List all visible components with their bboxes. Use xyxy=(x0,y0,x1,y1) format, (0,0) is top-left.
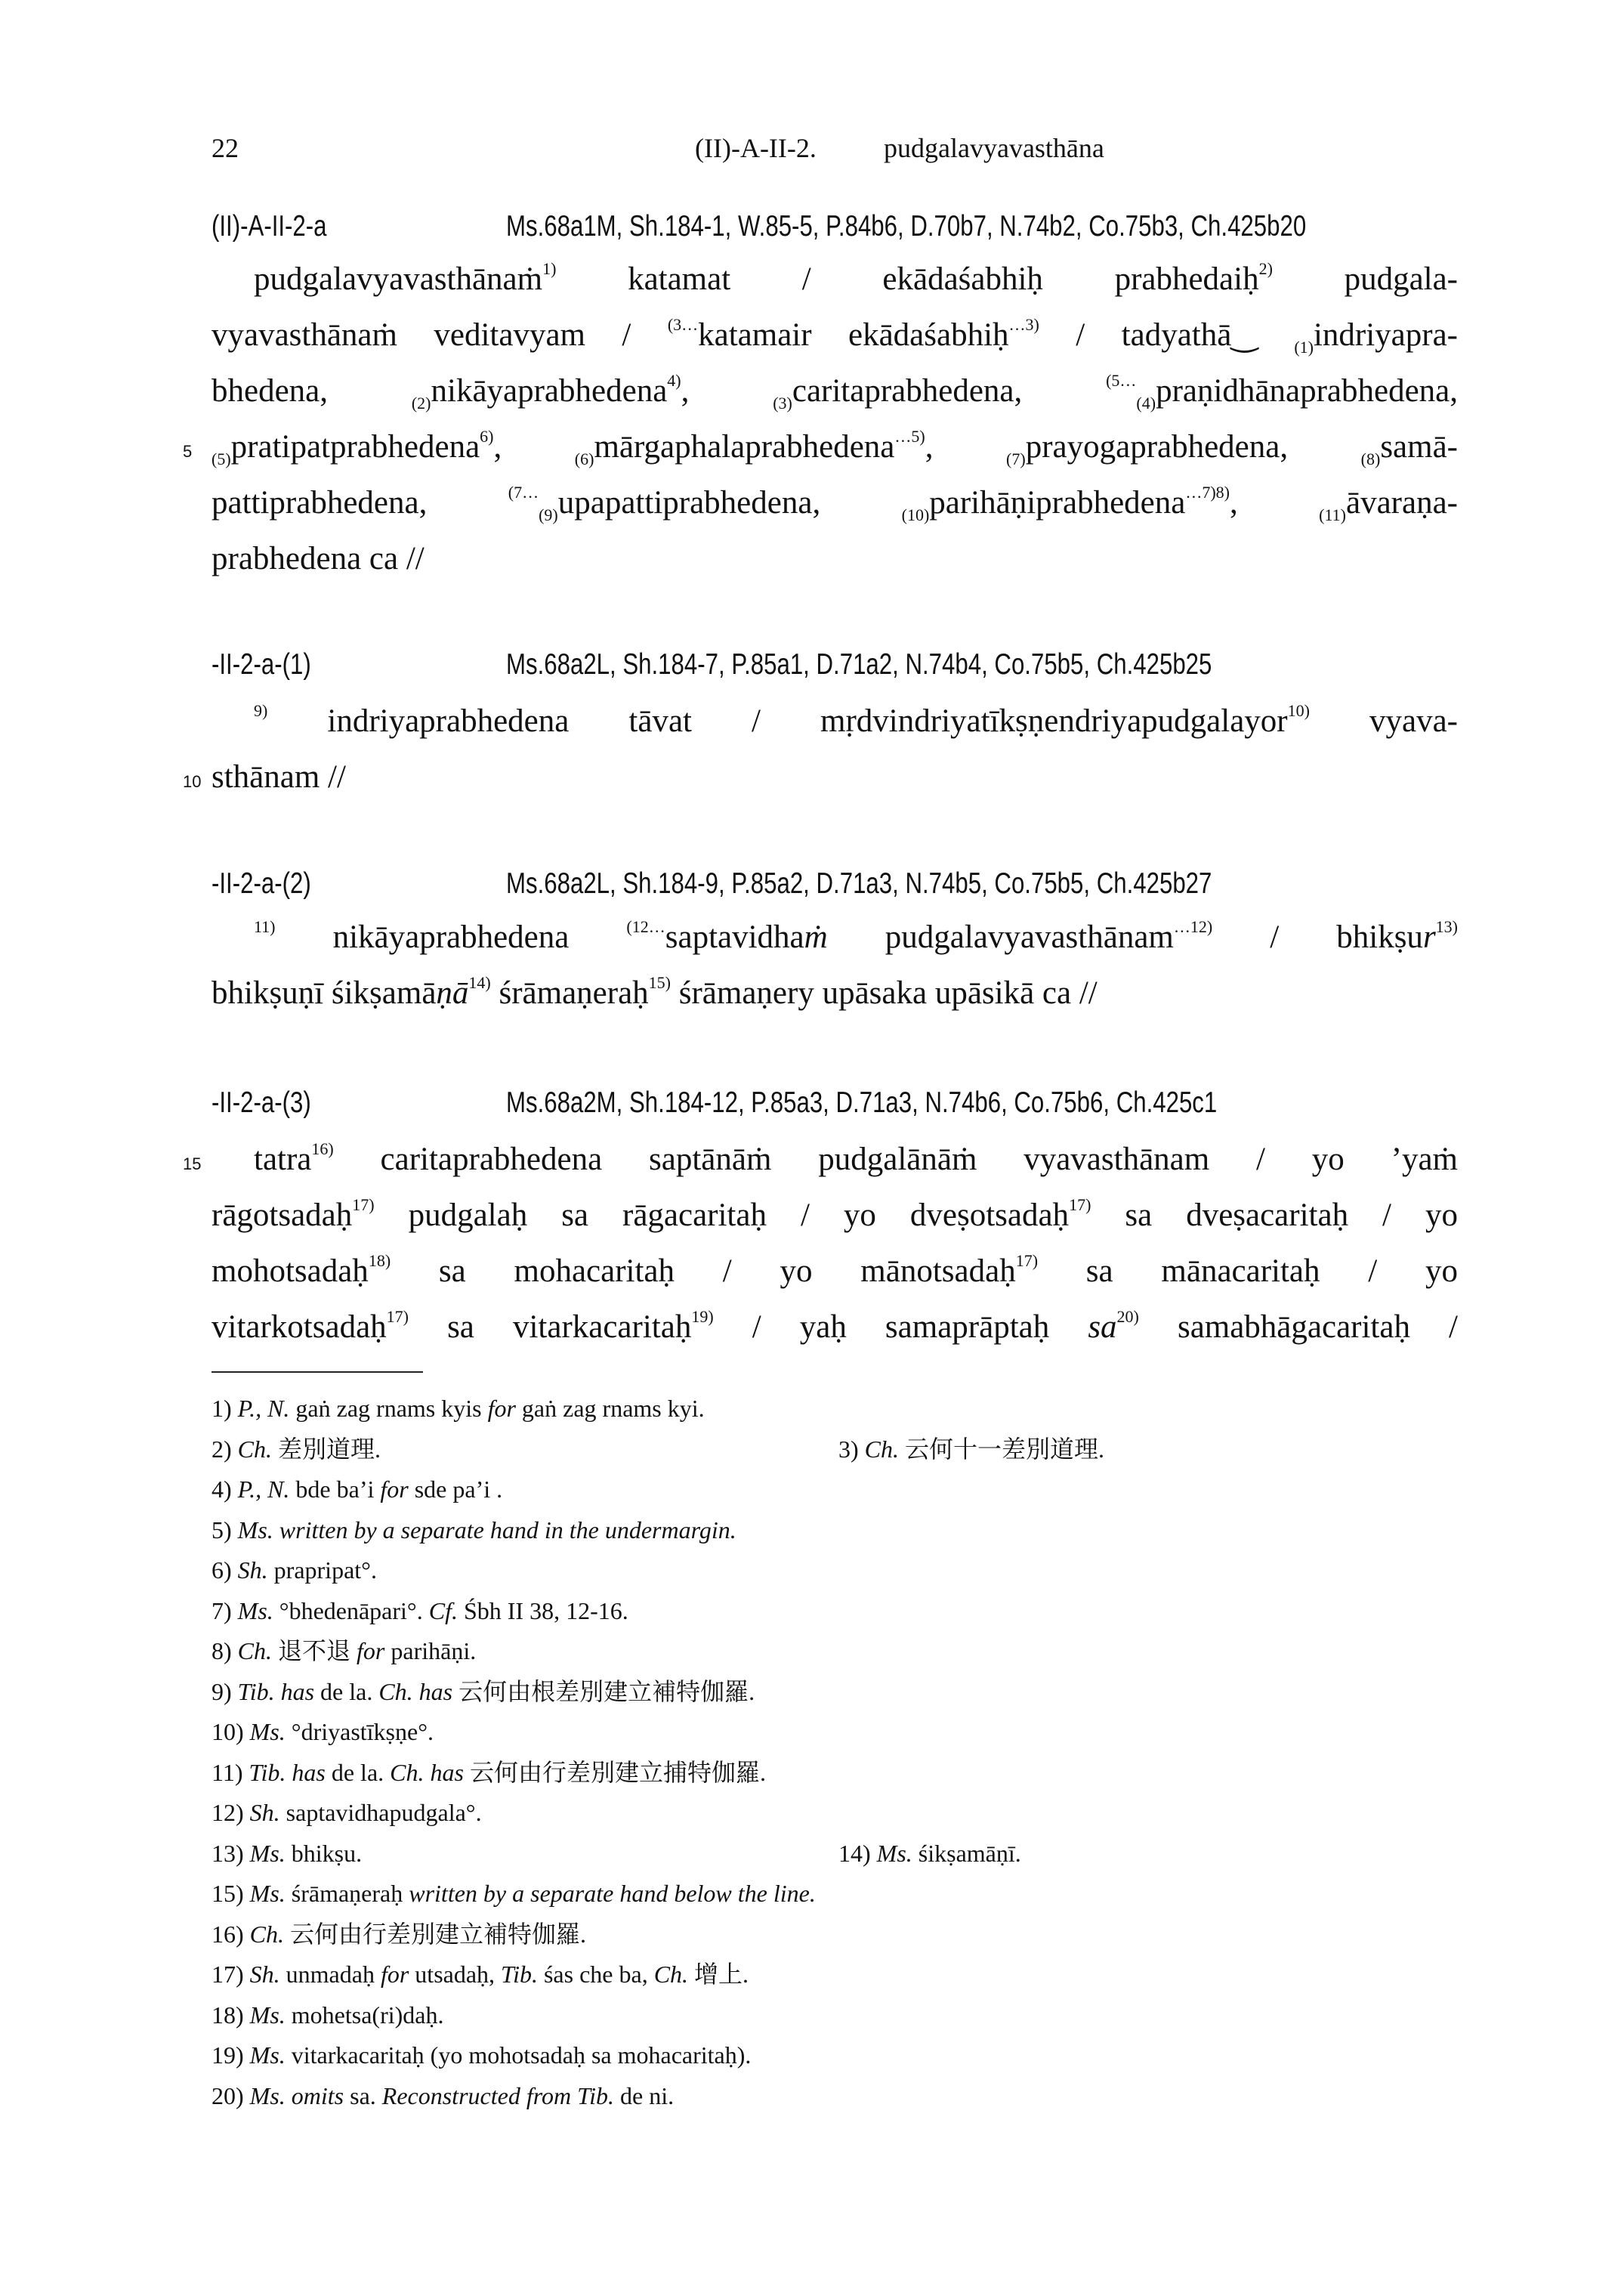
italic-text: for xyxy=(380,1961,409,1988)
italic-text: Ch. xyxy=(237,1435,272,1463)
text-run: sde pa’i . xyxy=(408,1476,503,1503)
text-line xyxy=(211,1299,1458,1355)
footnote xyxy=(211,1556,377,1584)
italic-text: Sh. xyxy=(249,1961,280,1988)
text-run: sa mohacaritaḥ / yo mānotsadaḥ xyxy=(391,1253,1016,1289)
section-label: -II-2-a-(2) xyxy=(211,867,311,900)
section-heading xyxy=(211,210,1496,248)
text-run: 19) xyxy=(211,2041,250,2069)
text-run: indriyaprabhedena tāvat / mṛdvindriyatīkṣṇendriyapudgalayor xyxy=(267,703,1288,739)
footnote-row xyxy=(211,1469,1496,1510)
text-run: 4) xyxy=(211,1476,238,1503)
text-line xyxy=(211,252,1458,307)
footnote-row xyxy=(211,1672,1496,1713)
footnote-ref: …7)8) xyxy=(1185,483,1230,502)
italic-text: for xyxy=(487,1395,516,1422)
text-run: prayogaprabhedena, xyxy=(1025,429,1361,465)
item-number: (1) xyxy=(1294,338,1314,357)
text-run: 1) xyxy=(211,1395,238,1422)
footnote-row xyxy=(211,2035,1496,2076)
text-run: 云何由行差別建立捕特伽羅. xyxy=(463,1758,766,1786)
text-run: pudgalaḥ sa rāgacaritaḥ / yo dveṣotsadaḥ xyxy=(374,1197,1070,1233)
section-refs: Ms.68a2L, Sh.184-7, P.85a1, D.71a2, N.74b4, Co.75b5, Ch.425b25 xyxy=(506,648,1212,681)
footnote xyxy=(211,1840,362,1867)
footnote-row xyxy=(211,1834,1496,1874)
text-run: 17) xyxy=(211,1961,250,1988)
running-header-title: pudgalavyavasthāna xyxy=(884,133,1104,163)
section-label: -II-2-a-(1) xyxy=(211,648,311,681)
text-run: sa vitarkacaritaḥ xyxy=(408,1309,692,1345)
italic-text: for xyxy=(380,1476,409,1503)
italic-text: Ms. xyxy=(249,1718,286,1745)
text-run: Śbh II 38, 12-16. xyxy=(457,1596,628,1624)
italic-text: Tib. has xyxy=(249,1758,326,1786)
text-run: 13) xyxy=(211,1839,250,1867)
item-number: (5) xyxy=(211,450,231,468)
line-number: 15 xyxy=(183,1154,202,1173)
footnote xyxy=(211,1961,749,1988)
footnote-ref: 4) xyxy=(667,371,681,390)
italic-text: Ms. xyxy=(249,2041,286,2069)
italic-text: Ch. xyxy=(653,1961,689,1988)
italic-text: Ms. xyxy=(249,1880,286,1907)
footnote-row xyxy=(211,1389,1496,1429)
section-heading xyxy=(211,867,1496,905)
section-heading xyxy=(211,648,1496,686)
text-line xyxy=(211,307,1458,363)
text-run: vitarkacaritaḥ (yo mohotsadaḥ sa mohacaritaḥ). xyxy=(285,2041,752,2069)
text-run: , xyxy=(493,429,575,465)
text-run: vitarkotsadaḥ xyxy=(211,1309,387,1345)
footnote-row xyxy=(211,1874,1496,1914)
text-run: 差別道理. xyxy=(272,1435,381,1463)
italic-text: Sh. xyxy=(249,1799,280,1826)
italic-text: sa xyxy=(1088,1309,1117,1345)
section-refs: Ms.68a1M, Sh.184-1, W.85-5, P.84b6, D.70b7, N.74b2, Co.75b3, Ch.425b20 xyxy=(506,210,1307,243)
text-run: saptavidhapudgala°. xyxy=(279,1799,482,1826)
text-run: 16) xyxy=(211,1920,250,1948)
text-run: 18) xyxy=(211,2001,250,2029)
footnote-ref: …12) xyxy=(1173,917,1213,936)
footnote-ref: 17) xyxy=(352,1195,375,1214)
text-line xyxy=(183,1132,1458,1188)
footnote xyxy=(211,1678,755,1705)
text-run: pudgala- xyxy=(1272,261,1459,297)
item-number: (2) xyxy=(411,394,431,413)
text-run: samā- xyxy=(1380,429,1458,465)
text-run: tatra xyxy=(254,1142,312,1177)
text-run: sa dveṣacaritaḥ / yo xyxy=(1091,1197,1458,1233)
text-run: sa mānacaritaḥ / yo xyxy=(1038,1253,1459,1289)
text-run: caritaprabhedena saptānāṁ pudgalānāṁ vyavasthānam / yo ’yaṁ xyxy=(333,1142,1458,1177)
text-run: de la. xyxy=(325,1758,391,1786)
item-number: (11) xyxy=(1319,505,1347,524)
footnote-ref: 20) xyxy=(1116,1307,1139,1326)
text-run: bhikṣuṇī śikṣamā xyxy=(211,975,437,1011)
italic-text: Ms. xyxy=(876,1839,912,1867)
line-number: 10 xyxy=(183,772,202,791)
section-heading xyxy=(211,1086,1496,1124)
italic-text: Ch. xyxy=(237,1637,272,1664)
section-refs: Ms.68a2L, Sh.184-9, P.85a2, D.71a3, N.74b5, Co.75b5, Ch.425b27 xyxy=(506,867,1212,900)
italic-text: ṁ xyxy=(804,919,828,955)
footnote xyxy=(211,1395,705,1422)
item-number: (7) xyxy=(1006,450,1026,468)
page-number: 22 xyxy=(211,133,239,163)
text-run: 云何十一差別道理. xyxy=(899,1435,1105,1463)
footnote xyxy=(211,1435,381,1463)
text-run: / bhikṣu xyxy=(1212,919,1423,955)
footnote xyxy=(838,1429,1104,1470)
footnote-ref: 2) xyxy=(1258,259,1273,278)
text-run: 14) xyxy=(838,1839,877,1867)
text-run: / yaḥ samaprāptaḥ xyxy=(713,1309,1088,1345)
text-run: parihāṇiprabhedena xyxy=(929,485,1186,521)
text-run: utsadaḥ, xyxy=(409,1961,502,1988)
text-run: saptavidha xyxy=(665,919,804,955)
italic-text: Sh. xyxy=(237,1556,268,1584)
footnote xyxy=(211,1637,476,1664)
italic-text: Ch. has xyxy=(378,1677,453,1705)
text-line xyxy=(211,910,1458,966)
text-run: , xyxy=(681,373,773,409)
italic-text: for xyxy=(357,1637,385,1664)
text-run: rāgotsadaḥ xyxy=(211,1197,353,1233)
footnotes xyxy=(211,1389,1496,2116)
text-run: bhikṣu. xyxy=(285,1839,363,1867)
text-run: de ni. xyxy=(614,2081,675,2109)
section-label: -II-2-a-(3) xyxy=(211,1086,311,1119)
italic-text: r xyxy=(1422,919,1436,955)
footnote-row xyxy=(211,1914,1496,1955)
text-run: 12) xyxy=(211,1799,250,1826)
text-run: , xyxy=(925,429,1007,465)
footnote-ref: …3) xyxy=(1008,315,1039,334)
text-run: gaṅ zag rnams kyis xyxy=(289,1395,488,1422)
footnote-ref: 11) xyxy=(254,917,276,936)
paragraph xyxy=(211,910,1458,1021)
text-run: 15) xyxy=(211,1880,250,1907)
text-run: °driyastīkṣṇe°. xyxy=(285,1718,434,1745)
footnote-rule xyxy=(211,1371,423,1373)
section-label: (II)-A-II-2-a xyxy=(211,210,327,243)
footnote-ref: (12… xyxy=(626,917,665,936)
text-run: 7) xyxy=(211,1596,238,1624)
text-run: caritaprabhedena, xyxy=(792,373,1107,409)
footnote-ref: 15) xyxy=(648,973,671,992)
footnote-row xyxy=(211,1591,1496,1632)
text-run: 11) xyxy=(211,1758,249,1786)
text-run: indriyapra- xyxy=(1313,317,1458,353)
text-run: vyavasthānaṁ veditavyam / xyxy=(211,317,668,353)
footnote-ref: 16) xyxy=(311,1139,334,1158)
text-line xyxy=(211,1188,1458,1244)
footnote-ref: 17) xyxy=(1069,1195,1091,1214)
text-run: śas che ba, xyxy=(537,1961,654,1988)
text-run: bhedena, xyxy=(211,373,412,409)
italic-text: P., N. xyxy=(237,1395,290,1422)
text-run: pattiprabhedena, xyxy=(211,485,508,521)
italic-text: Ms. written by a separate hand in the undermargin. xyxy=(237,1516,736,1544)
text-run: prabhedena ca // xyxy=(211,541,425,576)
footnote-ref: 6) xyxy=(480,427,494,446)
footnote-row xyxy=(211,1712,1496,1753)
item-number: (4) xyxy=(1136,394,1156,413)
paragraph xyxy=(183,1132,1459,1355)
footnote-ref: (7… xyxy=(508,483,539,502)
text-run: pratipatprabhedena xyxy=(230,429,480,465)
footnote-ref: 13) xyxy=(1435,917,1458,936)
italic-text: Ch. xyxy=(864,1435,899,1463)
footnote-ref: 19) xyxy=(691,1307,714,1326)
italic-text: Cf. xyxy=(428,1596,458,1624)
footnote xyxy=(211,1476,502,1503)
footnote xyxy=(211,1880,816,1907)
italic-text: P., N. xyxy=(237,1476,290,1503)
footnote-row xyxy=(211,1550,1496,1591)
text-run: pudgalavyavasthānaṁ xyxy=(254,261,543,297)
italic-text: Ms. omits xyxy=(249,2081,344,2109)
item-number: (6) xyxy=(574,450,594,468)
text-run: upapattiprabhedena, xyxy=(557,485,902,521)
text-run: 云何由行差別建立補特伽羅. xyxy=(284,1920,587,1948)
text-run: mārgaphalaprabhedena xyxy=(594,429,895,465)
footnote-ref: 14) xyxy=(468,973,491,992)
footnote-ref: (3… xyxy=(667,315,699,334)
text-run: katamair ekādaśabhiḥ xyxy=(698,317,1009,353)
text-run: 退不退 xyxy=(272,1637,357,1664)
text-run: sthānam // xyxy=(211,759,346,795)
running-header-section: (II)-A-II-2. xyxy=(695,133,817,163)
text-run: katamat / ekādaśabhiḥ prabhedaiḥ xyxy=(556,261,1259,297)
text-run: nikāyaprabhedena xyxy=(275,919,627,955)
paragraph xyxy=(183,252,1459,587)
italic-text: written by a separate hand below the line. xyxy=(409,1880,816,1907)
text-run: nikāyaprabhedena xyxy=(431,373,668,409)
footnote-ref: 9) xyxy=(254,701,268,720)
text-run: prapripat°. xyxy=(267,1556,377,1584)
footnote xyxy=(211,2001,443,2029)
italic-text: ṇā xyxy=(436,975,469,1011)
text-run: parihāṇi. xyxy=(384,1637,477,1664)
item-number: (3) xyxy=(773,394,792,413)
paragraph xyxy=(183,694,1458,805)
footnote xyxy=(211,2082,674,2109)
italic-text: Ms. xyxy=(237,1596,273,1624)
footnote-row xyxy=(211,1429,1496,1470)
text-run: 增上. xyxy=(688,1961,749,1988)
text-run: bde ba’i xyxy=(289,1476,381,1503)
text-run: sa. xyxy=(344,2081,382,2109)
italic-text: Ms. xyxy=(249,1839,286,1867)
text-line xyxy=(211,966,1458,1021)
text-line xyxy=(183,419,1458,475)
text-run: śrāmaṇery upāsaka upāsikā ca // xyxy=(671,975,1098,1011)
text-run: 5) xyxy=(211,1516,238,1544)
text-run: śrāmaṇeraḥ xyxy=(490,975,649,1011)
section-refs: Ms.68a2M, Sh.184-12, P.85a3, D.71a3, N.74b6, Co.75b6, Ch.425c1 xyxy=(506,1086,1218,1119)
text-line xyxy=(211,531,1458,587)
text-line xyxy=(211,1244,1458,1299)
footnote-ref: (5… xyxy=(1106,371,1137,390)
text-run: 3) xyxy=(838,1435,865,1463)
footnote xyxy=(211,1516,736,1544)
italic-text: Tib. xyxy=(501,1961,538,1988)
text-run: vyava- xyxy=(1309,703,1458,739)
footnote xyxy=(211,1799,482,1826)
text-line xyxy=(211,475,1458,531)
footnote xyxy=(211,1759,766,1786)
footnote-ref: 1) xyxy=(542,259,557,278)
italic-text: Tib. has xyxy=(237,1677,315,1705)
footnote-row xyxy=(211,1631,1496,1672)
text-run: mohetsa(ri)daḥ. xyxy=(285,2001,444,2029)
text-line xyxy=(183,749,1458,805)
text-run: gaṅ zag rnams kyi. xyxy=(515,1395,705,1422)
footnote-row xyxy=(211,1995,1496,2036)
text-run: de la. xyxy=(314,1677,379,1705)
text-run: śikṣamāṇī. xyxy=(912,1839,1021,1867)
text-run: praṇidhānaprabhedena, xyxy=(1156,373,1458,409)
item-number: (9) xyxy=(539,505,558,524)
footnote xyxy=(211,1921,586,1948)
text-run: 10) xyxy=(211,1718,250,1745)
footnote xyxy=(838,1834,1021,1874)
footnote-row xyxy=(211,1510,1496,1551)
footnote xyxy=(211,1597,628,1624)
text-run: 2) xyxy=(211,1435,238,1463)
item-number: (10) xyxy=(901,505,930,524)
text-run: śrāmaṇeraḥ xyxy=(285,1880,409,1907)
italic-text: Reconstructed from Tib. xyxy=(381,2081,614,2109)
text-run: , xyxy=(1229,485,1320,521)
footnote-ref: 18) xyxy=(368,1251,391,1270)
text-run: samabhāgacaritaḥ / xyxy=(1138,1309,1458,1345)
text-line xyxy=(211,363,1458,419)
footnote-ref: 10) xyxy=(1287,701,1310,720)
italic-text: Ch. xyxy=(249,1920,284,1948)
italic-text: Ch. has xyxy=(390,1758,464,1786)
footnote-row xyxy=(211,1955,1496,1995)
text-run: pudgalavyavasthānam xyxy=(827,919,1174,955)
text-run: mohotsadaḥ xyxy=(211,1253,369,1289)
text-run: 20) xyxy=(211,2081,250,2109)
footnote-row xyxy=(211,2076,1496,2117)
text-run: / tadyathā‿ xyxy=(1039,317,1295,353)
footnote xyxy=(211,2041,751,2069)
footnote-row xyxy=(211,1793,1496,1834)
line-number: 5 xyxy=(183,442,193,461)
footnote-row xyxy=(211,1753,1496,1794)
italic-text: Ms. xyxy=(249,2001,286,2029)
footnote-ref: 17) xyxy=(1015,1251,1039,1270)
footnote-ref: 17) xyxy=(386,1307,409,1326)
item-number: (8) xyxy=(1360,450,1381,468)
text-run: 6) xyxy=(211,1556,238,1584)
text-run: unmadaḥ xyxy=(279,1961,381,1988)
text-run: 8) xyxy=(211,1637,238,1664)
footnote-ref: …5) xyxy=(894,427,925,446)
text-run: °bhedenāpari°. xyxy=(273,1596,429,1624)
footnote xyxy=(211,1718,434,1745)
text-run: 9) xyxy=(211,1677,238,1705)
text-line xyxy=(211,694,1458,749)
text-run: 云何由根差別建立補特伽羅. xyxy=(452,1677,755,1705)
text-run: āvaraṇa- xyxy=(1346,485,1458,521)
